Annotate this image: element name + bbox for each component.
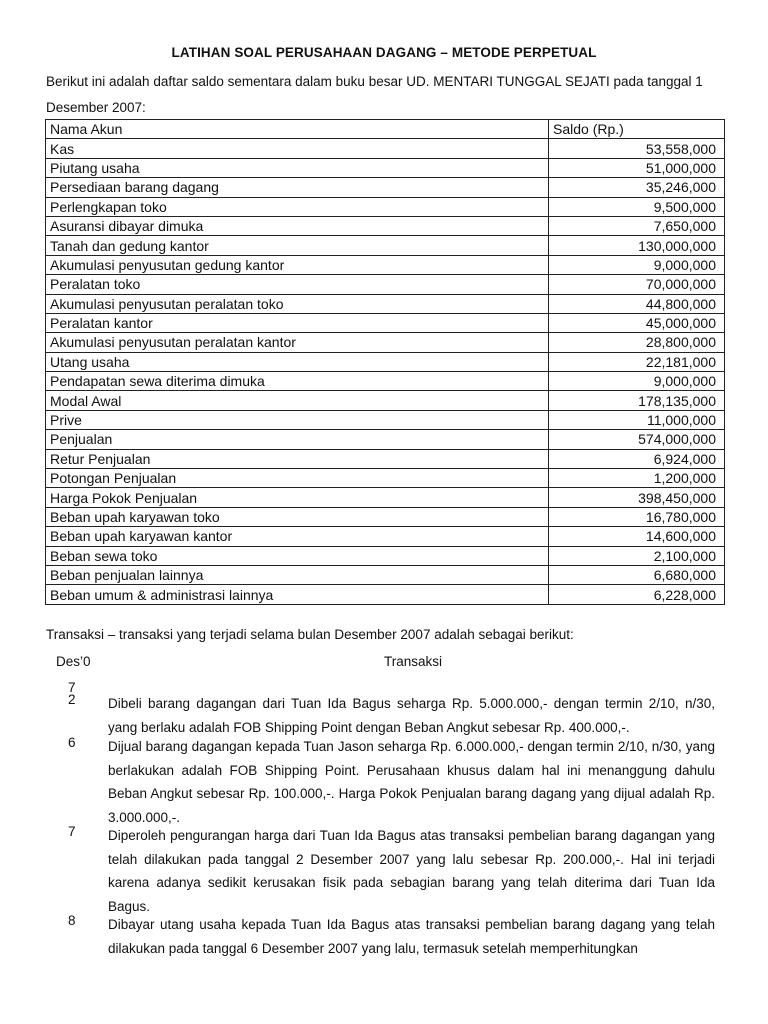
balance-cell: 53,558,000 (549, 139, 725, 158)
account-name-cell: Harga Pokok Penjualan (46, 488, 549, 507)
balance-cell: 6,680,000 (549, 565, 725, 584)
balance-cell: 574,000,000 (549, 430, 725, 449)
table-row (46, 430, 725, 449)
balance-cell: 45,000,000 (549, 313, 725, 332)
balance-cell: 9,500,000 (549, 197, 725, 216)
account-name-cell: Prive (46, 410, 549, 429)
table-row (46, 372, 725, 391)
table-row (46, 255, 725, 274)
table-row (46, 197, 725, 216)
account-name-cell: Tanah dan gedung kantor (46, 236, 549, 255)
table-row (46, 469, 725, 488)
intro-paragraph: Berikut ini adalah daftar saldo sementara dalam buku besar UD. MENTARI TUNGGAL SEJATI pada tanggal 1 Desember 2007: (46, 74, 703, 115)
transaction-text: Dibayar utang usaha kepada Tuan Ida Bagus atas transaksi pembelian barang dagang yang telah dilakukan pada tanggal 6 Desember 2007 yang lalu, termasuk setelah memperhitungkan (108, 917, 715, 956)
account-name-cell: Utang usaha (46, 352, 549, 371)
table-header-row (46, 120, 725, 139)
balance-cell: 9,000,000 (549, 255, 725, 274)
balance-cell: 398,450,000 (549, 488, 725, 507)
table-row (46, 527, 725, 546)
transaction-date: 2 (68, 692, 76, 707)
table-row (46, 391, 725, 410)
balance-cell: 7,650,000 (549, 216, 725, 235)
balance-cell: 6,924,000 (549, 449, 725, 468)
balance-cell: 11,000,000 (549, 410, 725, 429)
table-row (46, 275, 725, 294)
table-row (46, 565, 725, 584)
transactions-date-header: Des’0 (56, 654, 91, 669)
balance-cell: 1,200,000 (549, 469, 725, 488)
balance-cell: 22,181,000 (549, 352, 725, 371)
account-name-cell: Asuransi dibayar dimuka (46, 216, 549, 235)
account-name-cell: Retur Penjualan (46, 449, 549, 468)
balance-cell: 16,780,000 (549, 507, 725, 526)
balance-cell: 178,135,000 (549, 391, 725, 410)
column-header-balance: Saldo (Rp.) (549, 120, 725, 139)
account-name-cell: Beban upah karyawan toko (46, 507, 549, 526)
account-name-cell: Piutang usaha (46, 158, 549, 177)
balance-cell: 6,228,000 (549, 585, 725, 604)
account-name-cell: Potongan Penjualan (46, 469, 549, 488)
transaction-text: Dijual barang dagangan kepada Tuan Jason seharga Rp. 6.000.000,- dengan termin 2/10, n/30, yang berlakukan adalah FOB Shipping Point. Perusahaan khusus dalam hal ini menanggung dahulu Beban Angkut sebesar Rp. 100.000,-. Harga Pokok Penjualan barang dagang yang dijual adalah Rp. 3.000.000,-. (108, 739, 715, 825)
account-name-cell: Modal Awal (46, 391, 549, 410)
balance-cell: 51,000,000 (549, 158, 725, 177)
transactions-intro: Transaksi – transaksi yang terjadi selama bulan Desember 2007 adalah sebagai berikut: (46, 627, 574, 642)
transaction-date: 7 (68, 824, 76, 839)
table-row (46, 507, 725, 526)
transaction-date: 8 (68, 913, 76, 928)
account-name-cell: Peralatan kantor (46, 313, 549, 332)
account-name-cell: Beban penjualan lainnya (46, 565, 549, 584)
balance-cell: 130,000,000 (549, 236, 725, 255)
table-row (46, 178, 725, 197)
table-row (46, 546, 725, 565)
table-row (46, 294, 725, 313)
table-row (46, 139, 725, 158)
account-name-cell: Akumulasi penyusutan peralatan kantor (46, 333, 549, 352)
table-row (46, 488, 725, 507)
balance-cell: 35,246,000 (549, 178, 725, 197)
table-row (46, 236, 725, 255)
balance-cell: 2,100,000 (549, 546, 725, 565)
transactions-description-header: Transaksi (384, 654, 443, 669)
account-name-cell: Pendapatan sewa diterima dimuka (46, 372, 549, 391)
balance-cell: 9,000,000 (549, 372, 725, 391)
table-row (46, 333, 725, 352)
account-name-cell: Perlengkapan toko (46, 197, 549, 216)
table-row (46, 449, 725, 468)
table-row (46, 410, 725, 429)
account-name-cell: Akumulasi penyusutan gedung kantor (46, 255, 549, 274)
account-name-cell: Penjualan (46, 430, 549, 449)
account-name-cell: Persediaan barang dagang (46, 178, 549, 197)
balance-cell: 70,000,000 (549, 275, 725, 294)
balance-cell: 14,600,000 (549, 527, 725, 546)
transaction-date: 6 (68, 735, 76, 750)
page-title: LATIHAN SOAL PERUSAHAAN DAGANG – METODE PERPETUAL (171, 45, 597, 60)
transaction-text: Dibeli barang dagangan dari Tuan Ida Bagus seharga Rp. 5.000.000,- dengan termin 2/10, n/30, yang berlaku adalah FOB Shipping Point dengan Beban Angkut sebesar Rp. 400.000,-. (108, 696, 715, 735)
table-row (46, 352, 725, 371)
account-name-cell: Beban umum & administrasi lainnya (46, 585, 549, 604)
transactions-date-header-cont: 7 (68, 680, 76, 695)
account-name-cell: Kas (46, 139, 549, 158)
balance-cell: 44,800,000 (549, 294, 725, 313)
account-name-cell: Beban sewa toko (46, 546, 549, 565)
account-name-cell: Beban upah karyawan kantor (46, 527, 549, 546)
column-header-account: Nama Akun (46, 120, 549, 139)
trial-balance-table (45, 119, 725, 605)
table-row (46, 216, 725, 235)
balance-cell: 28,800,000 (549, 333, 725, 352)
account-name-cell: Peralatan toko (46, 275, 549, 294)
table-row (46, 585, 725, 604)
table-row (46, 158, 725, 177)
account-name-cell: Akumulasi penyusutan peralatan toko (46, 294, 549, 313)
table-row (46, 313, 725, 332)
transaction-text: Diperoleh pengurangan harga dari Tuan Ida Bagus atas transaksi pembelian barang dagangan yang telah dilakukan pada tanggal 2 Desember 2007 yang lalu sebesar Rp. 200.000,-. Hal ini terjadi karena adanya sedikit kerusakan fisik pada sebagian barang yang telah diterima dari Tuan Ida Bagus. (108, 828, 715, 914)
